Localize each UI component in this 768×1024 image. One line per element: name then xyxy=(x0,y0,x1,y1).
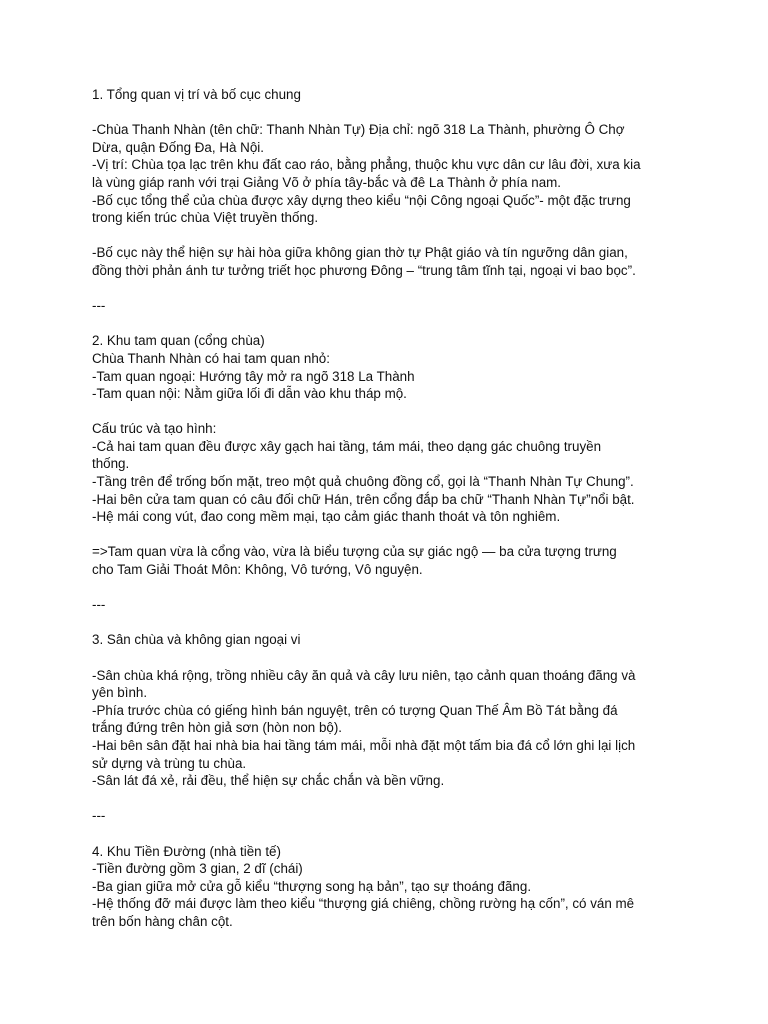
text-line: 1. Tổng quan vị trí và bố cục chung xyxy=(92,87,301,102)
blank-line xyxy=(92,825,682,843)
text-line: -Bố cục này thể hiện sự hài hòa giữa không gian thờ tự Phật giáo và tín ngưỡng dân gian, xyxy=(92,245,628,261)
text-line: yên bình. xyxy=(92,685,148,701)
text-line: Chùa Thanh Nhàn có hai tam quan nhỏ: xyxy=(92,350,330,366)
text-line: -Bố cục tổng thể của chùa được xây dựng theo kiểu “nội Công ngoại Quốc”- một đặc trưng xyxy=(92,192,631,208)
text-line: -Hệ mái cong vút, đao cong mềm mại, tạo cảm giác thanh thoát và tôn nghiêm. xyxy=(92,509,561,525)
section-divider: --- xyxy=(92,808,106,824)
blank-line xyxy=(92,579,682,597)
text-line: =>Tam quan vừa là cổng vào, vừa là biểu tượng của sự giác ngộ — ba cửa tượng trưng xyxy=(92,544,617,560)
text-line: -Tầng trên để trống bốn mặt, treo một quả chuông đồng cổ, gọi là “Thanh Nhàn Tự Chung”. xyxy=(92,474,634,490)
text-line: là vùng giáp ranh với trại Giảng Võ ở phía tây-bắc và đê La Thành ở phía nam. xyxy=(92,174,562,190)
text-line: -Tam quan ngoại: Hướng tây mở ra ngõ 318 La Thành xyxy=(92,368,415,384)
text-line: Cấu trúc và tạo hình: xyxy=(92,421,217,437)
text-line: -Ba gian giữa mở cửa gỗ kiểu “thượng song hạ bản”, tạo sự thoáng đãng. xyxy=(92,878,532,894)
text-line: -Hai bên cửa tam quan có câu đối chữ Hán, trên cổng đắp ba chữ “Thanh Nhàn Tự”nổi bật. xyxy=(92,491,635,507)
text-line: -Vị trí: Chùa tọa lạc trên khu đất cao ráo, bằng phẳng, thuộc khu vực dân cư lâu đời, xưa kia xyxy=(92,157,641,173)
text-line: -Hệ thống đỡ mái được làm theo kiểu “thượng giá chiêng, chồng rường hạ cốn”, có ván mê xyxy=(92,896,635,912)
document-body xyxy=(92,86,682,931)
text-line: 3. Sân chùa và không gian ngoại vi xyxy=(92,632,301,648)
text-line: 4. Khu Tiền Đường (nhà tiền tế) xyxy=(92,843,281,859)
text-line: 2. Khu tam quan (cổng chùa) xyxy=(92,333,265,349)
blank-line xyxy=(92,649,682,667)
section-divider: --- xyxy=(92,298,106,314)
blank-line xyxy=(92,104,682,122)
blank-line xyxy=(92,614,682,632)
text-line: -Sân lát đá xẻ, rải đều, thể hiện sự chắc chắn và bền vững. xyxy=(92,773,445,789)
blank-line xyxy=(92,403,682,421)
text-line: -Tiền đường gồm 3 gian, 2 dĩ (chái) xyxy=(92,861,303,877)
text-line: trong kiến trúc chùa Việt truyền thống. xyxy=(92,210,319,226)
text-line: -Sân chùa khá rộng, trồng nhiều cây ăn quả và cây lưu niên, tạo cảnh quan thoáng đãng và xyxy=(92,667,636,683)
text-line: trắng đứng trên hòn giả sơn (hòn non bộ). xyxy=(92,720,343,736)
text-line: cho Tam Giải Thoát Môn: Không, Vô tướng, Vô nguyện. xyxy=(92,562,423,578)
text-line: sử dựng và trùng tu chùa. xyxy=(92,755,247,771)
blank-line xyxy=(92,790,682,808)
blank-line xyxy=(92,280,682,298)
blank-line xyxy=(92,227,682,245)
text-line: Dừa, quận Đống Đa, Hà Nội. xyxy=(92,139,264,155)
text-line: đồng thời phản ánh tư tưởng triết học phương Đông – “trung tâm tĩnh tại, ngoại vi bao bọc”. xyxy=(92,262,636,278)
text-line: -Cả hai tam quan đều được xây gạch hai tầng, tám mái, theo dạng gác chuông truyền xyxy=(92,438,602,454)
blank-line xyxy=(92,526,682,544)
text-line: thống. xyxy=(92,456,130,472)
text-line: trên bốn hàng chân cột. xyxy=(92,913,233,929)
text-line: -Hai bên sân đặt hai nhà bia hai tầng tám mái, mỗi nhà đặt một tấm bia đá cổ lớn ghi lại lịch xyxy=(92,737,636,753)
blank-line xyxy=(92,315,682,333)
text-line: -Chùa Thanh Nhàn (tên chữ: Thanh Nhàn Tự) Địa chỉ: ngõ 318 La Thành, phường Ô Chợ xyxy=(92,122,625,138)
text-line: -Phía trước chùa có giếng hình bán nguyệt, trên có tượng Quan Thế Âm Bồ Tát bằng đá xyxy=(92,702,618,718)
text-line: -Tam quan nội: Nằm giữa lối đi dẫn vào khu tháp mộ. xyxy=(92,386,407,402)
section-divider: --- xyxy=(92,597,106,613)
